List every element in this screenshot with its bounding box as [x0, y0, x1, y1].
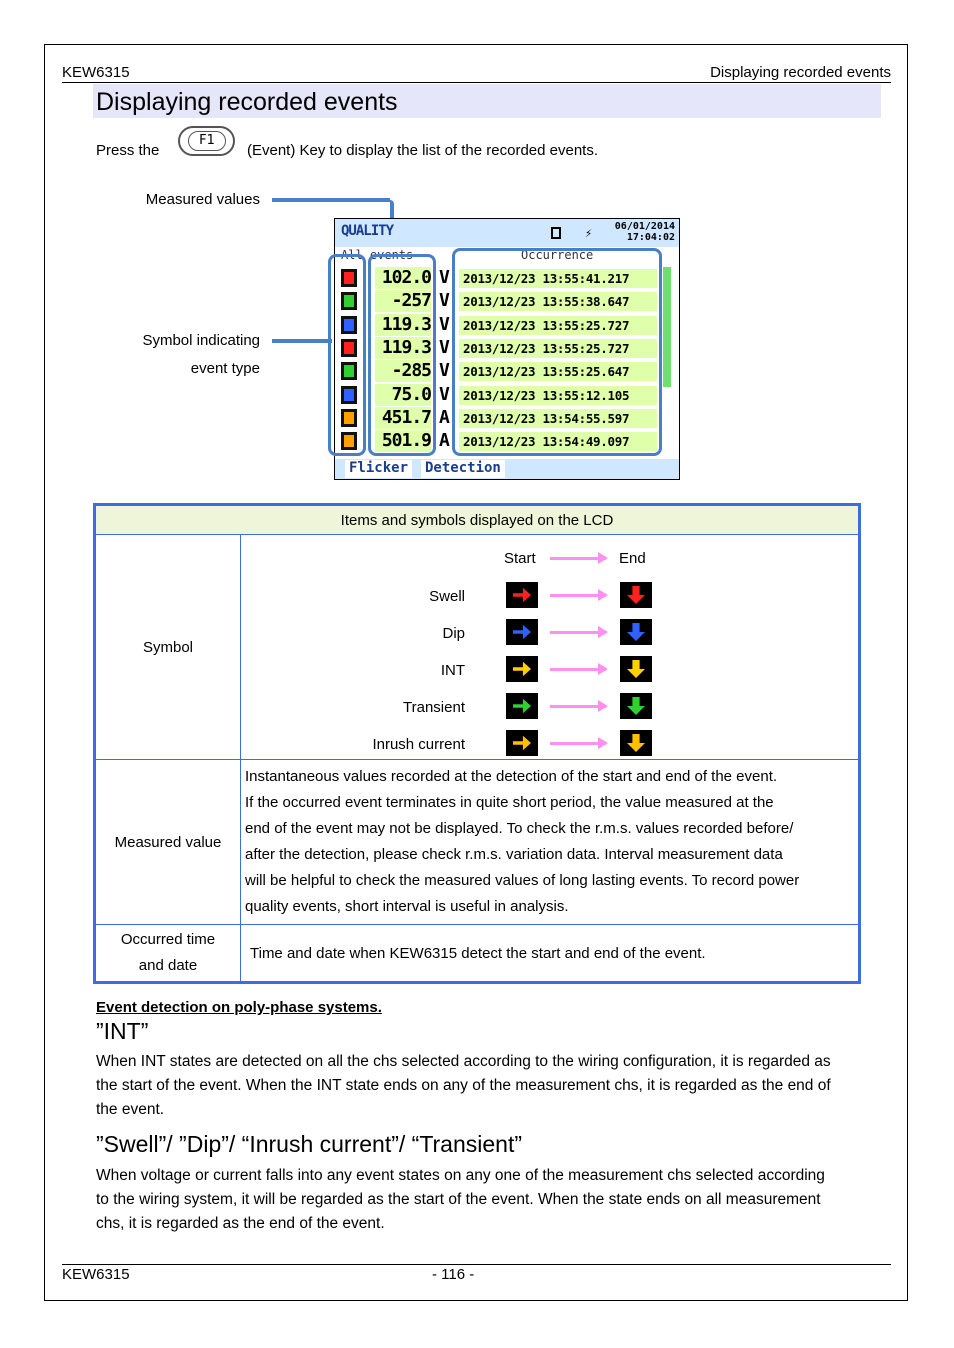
event-start-icon	[506, 582, 538, 608]
callout-measured-values: Measured values	[145, 191, 260, 208]
event-time: 2013/12/23 13:54:49.097	[459, 432, 657, 451]
symbol-row-content	[241, 535, 860, 760]
event-start-icon	[506, 693, 538, 719]
event-unit: V	[439, 360, 450, 382]
event-end-icon	[620, 730, 652, 756]
event-time: 2013/12/23 13:55:12.105	[459, 386, 657, 405]
symbol-name: Dip	[442, 625, 465, 642]
lcd-tab-flicker: Flicker	[345, 460, 412, 478]
event-unit: A	[439, 430, 450, 452]
lcd-status-bar	[335, 219, 679, 247]
event-unit: V	[439, 290, 450, 312]
event-time: 2013/12/23 13:55:25.727	[459, 339, 657, 358]
event-start-icon	[506, 619, 538, 645]
int-paragraph	[96, 1050, 886, 1122]
event-time: 2013/12/23 13:55:25.647	[459, 362, 657, 381]
event-start-icon	[506, 656, 538, 682]
battery-icon	[551, 227, 561, 239]
lcd-tab-bar	[335, 459, 679, 479]
swell-heading: ”Swell”/ ”Dip”/ “Inrush current”/ “Transient”	[96, 1131, 523, 1157]
highlight-values	[368, 254, 436, 456]
lcd-subheader-right: Occurrence	[521, 248, 594, 262]
press-text-before: Press the	[96, 142, 160, 159]
event-value: 451.7	[375, 407, 431, 429]
event-value: 102.0	[375, 267, 431, 289]
end-label: End	[619, 550, 646, 567]
power-plug-icon: ⚡	[585, 226, 593, 240]
press-text-after: (Event) Key to display the list of the recorded events.	[247, 142, 599, 159]
items-table	[93, 503, 861, 984]
measured-desc-line: quality events, short interval is useful in analysis.	[245, 898, 569, 915]
event-value: -285	[375, 360, 431, 382]
int-line: the event.	[96, 1101, 165, 1118]
occurred-row-label	[95, 925, 241, 983]
event-end-icon	[620, 619, 652, 645]
event-value: 75.0	[375, 384, 431, 406]
symbol-name: Transient	[403, 699, 465, 716]
start-end-arrow	[550, 557, 606, 560]
int-line: When INT states are detected on all the chs selected according to the wiring configuration, it is regarded as	[96, 1053, 831, 1070]
event-time: 2013/12/23 13:55:38.647	[459, 292, 657, 311]
callout-line-measured	[272, 198, 390, 202]
callout-symbol-line1: Symbol indicating	[142, 332, 260, 349]
event-unit: V	[439, 313, 450, 335]
swell-line: to the wiring system, it will be regarded as the start of the event. When the state ends on all measurement	[96, 1191, 821, 1208]
symbol-name: Swell	[429, 588, 465, 605]
section-title-bar	[93, 84, 881, 118]
symbol-name: Inrush current	[372, 736, 465, 753]
event-time: 2013/12/23 13:54:55.597	[459, 409, 657, 428]
measured-desc-line: will be helpful to check the measured values of long lasting events. To record power	[245, 872, 800, 889]
transition-arrow	[550, 742, 606, 745]
int-heading: ”INT”	[96, 1018, 149, 1044]
occurred-label-line2: and date	[138, 957, 198, 974]
event-end-icon	[620, 693, 652, 719]
event-time: 2013/12/23 13:55:41.217	[459, 269, 657, 288]
lcd-time: 17:04:02	[626, 232, 675, 243]
swell-paragraph	[96, 1164, 886, 1236]
f1-key-icon	[178, 126, 235, 156]
highlight-symbols	[328, 254, 366, 456]
event-value: 501.9	[375, 430, 431, 452]
footer-model: KEW6315	[62, 1266, 130, 1283]
page-title: Displaying recorded events	[96, 88, 398, 116]
page-number: - 116 -	[432, 1266, 475, 1283]
lcd-scrollbar	[663, 267, 671, 387]
highlight-occurrence	[452, 248, 662, 456]
header-model: KEW6315	[62, 64, 130, 81]
callout-line-symbol	[272, 339, 332, 343]
transition-arrow	[550, 631, 606, 634]
lcd-date: 06/01/2014	[614, 221, 675, 232]
event-time: 2013/12/23 13:55:25.727	[459, 316, 657, 335]
event-end-icon	[620, 582, 652, 608]
event-value: -257	[375, 290, 431, 312]
swell-line: When voltage or current falls into any event states on any one of the measurement chs selected according	[96, 1167, 825, 1184]
table-caption: Items and symbols displayed on the LCD	[95, 505, 860, 535]
event-unit: V	[439, 336, 450, 358]
measured-desc-line: after the detection, please check r.m.s. variation data. Interval measurement data	[245, 846, 783, 863]
symbol-row-label: Symbol	[95, 535, 241, 760]
int-line: the start of the event. When the INT state ends on any of the measurement chs, it is regarded as the end of	[96, 1077, 831, 1094]
event-value: 119.3	[375, 314, 431, 336]
transition-arrow	[550, 668, 606, 671]
callout-symbol-line2: event type	[190, 360, 260, 377]
transition-arrow	[550, 705, 606, 708]
event-start-icon	[506, 730, 538, 756]
header-rule	[62, 82, 891, 83]
symbol-legend	[242, 536, 857, 758]
event-unit: A	[439, 406, 450, 428]
measured-desc-line: If the occurred event terminates in quite short period, the value measured at the	[245, 794, 774, 811]
swell-line: chs, it is regarded as the end of the event.	[96, 1215, 385, 1232]
lcd-datetime	[615, 221, 675, 243]
f1-key-label: F1	[188, 131, 226, 151]
measured-row-label: Measured value	[95, 760, 241, 925]
occurred-label-line1: Occurred time	[120, 931, 216, 948]
lcd-mode-label: QUALITY	[341, 223, 394, 239]
measured-desc-line: Instantaneous values recorded at the detection of the start and end of the event.	[245, 768, 778, 785]
occurred-row-desc: Time and date when KEW6315 detect the start and end of the event.	[241, 925, 860, 983]
header-section: Displaying recorded events	[710, 64, 891, 81]
event-unit: V	[439, 383, 450, 405]
footer-rule	[62, 1264, 891, 1265]
lcd-subheader-left: All events	[341, 248, 414, 262]
lcd-tab-detection: Detection	[421, 460, 505, 478]
transition-arrow	[550, 594, 606, 597]
event-end-icon	[620, 656, 652, 682]
symbol-name: INT	[440, 662, 465, 679]
event-value: 119.3	[375, 337, 431, 359]
measured-desc-line: end of the event may not be displayed. To check the r.m.s. values recorded before/	[245, 820, 794, 837]
event-unit: V	[439, 267, 450, 288]
measured-row-desc	[241, 760, 860, 925]
start-label: Start	[504, 550, 536, 567]
section-heading: Event detection on poly-phase systems.	[96, 999, 382, 1016]
